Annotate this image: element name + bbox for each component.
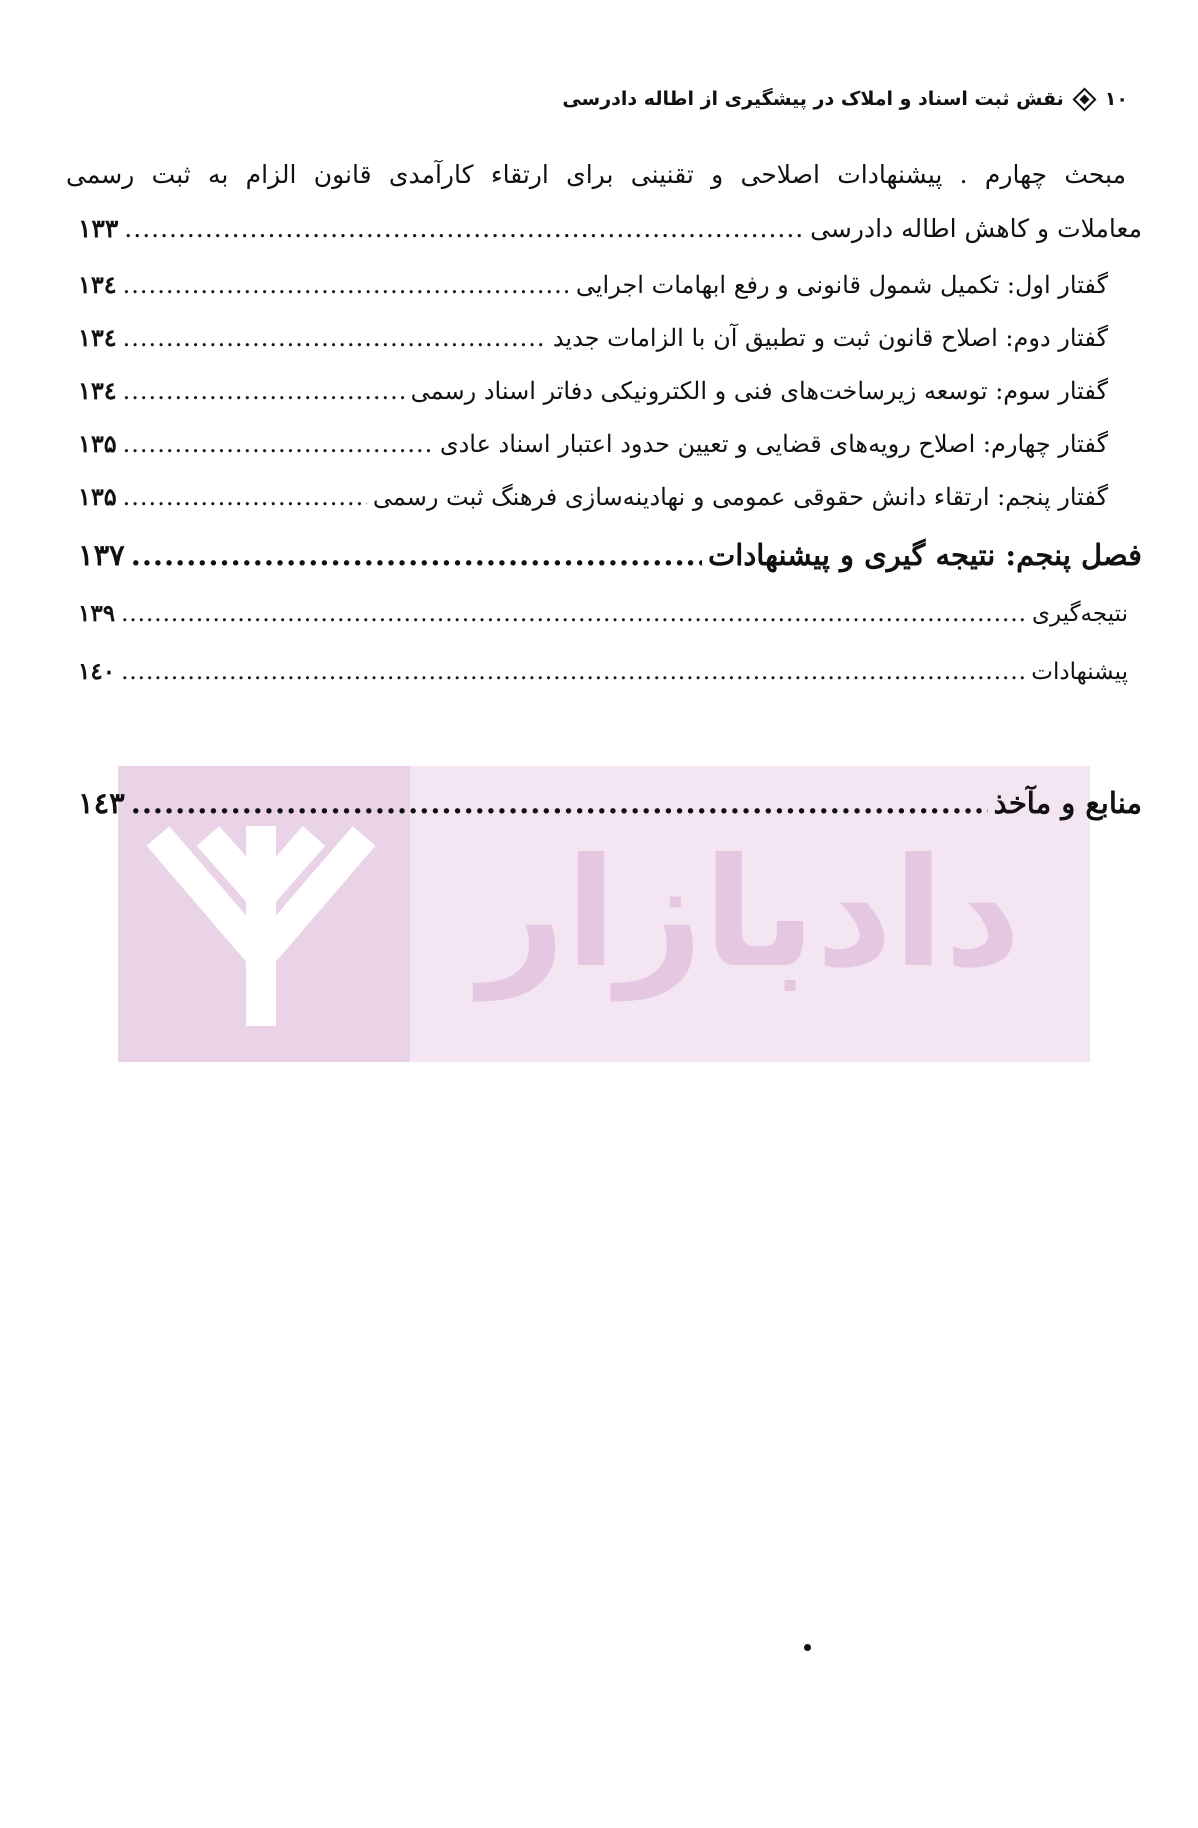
dot-leader bbox=[123, 271, 570, 299]
dot-leader bbox=[124, 214, 804, 243]
dot-leader bbox=[123, 483, 367, 511]
toc-page-number: ۱٤۰ bbox=[78, 658, 116, 685]
toc-section4-line1: مبحث چهارم . پیشنهادات اصلاحی و تقنینی برای ارتقاء کارآمدی قانون الزام به ثبت رسمی bbox=[66, 160, 1126, 189]
toc-page-number: ۱۳٤ bbox=[78, 376, 117, 405]
toc-title: گفتار اول: تکمیل شمول قانونی و رفع ابهامات اجرایی bbox=[575, 271, 1108, 299]
dot-leader bbox=[123, 430, 434, 458]
toc-page-number: ۱٤۳ bbox=[78, 786, 125, 820]
toc-page-number: ۱۳٤ bbox=[78, 270, 117, 299]
toc-page-number: ۱۳۵ bbox=[78, 482, 117, 511]
toc-suggestions[interactable] bbox=[78, 658, 1128, 685]
toc-title: نتیجه‌گیری bbox=[1031, 601, 1128, 627]
header-book-title: نقش ثبت اسناد و املاک در پیشگیری از اطاله دادرسی bbox=[562, 88, 1064, 110]
toc-title: منابع و مآخذ bbox=[993, 786, 1142, 820]
toc-chapter5[interactable] bbox=[78, 538, 1142, 572]
toc-subsection-1[interactable] bbox=[78, 270, 1108, 299]
dot-leader bbox=[131, 786, 988, 820]
toc-title: گفتار سوم: توسعه زیرساخت‌های فنی و الکترونیکی دفاتر اسناد رسمی bbox=[410, 377, 1108, 405]
dot-leader bbox=[123, 377, 405, 405]
toc-page-number: ۱۳٤ bbox=[78, 323, 117, 352]
toc-page-number: ۱۳۷ bbox=[78, 538, 125, 572]
toc-subsection-4[interactable] bbox=[78, 429, 1108, 458]
dot-leader bbox=[121, 659, 1025, 685]
toc-references[interactable] bbox=[78, 786, 1142, 820]
toc-page-number: ۱۳۵ bbox=[78, 429, 117, 458]
toc-title: معاملات و کاهش اطاله دادرسی bbox=[810, 214, 1142, 243]
toc-subsection-2[interactable] bbox=[78, 323, 1108, 352]
dot-leader bbox=[123, 324, 547, 352]
toc-subsection-3[interactable] bbox=[78, 376, 1108, 405]
diamond-icon bbox=[1072, 87, 1096, 111]
toc-title: پیشنهادات bbox=[1031, 659, 1128, 685]
dot-leader bbox=[121, 601, 1026, 627]
toc-title: گفتار دوم: اصلاح قانون ثبت و تطبیق آن با الزامات جدید bbox=[552, 324, 1108, 352]
toc-title: فصل پنجم: نتیجه گیری و پیشنهادات bbox=[707, 538, 1142, 572]
toc-conclusion[interactable] bbox=[78, 600, 1128, 627]
scan-speck bbox=[804, 1644, 811, 1651]
toc-title: گفتار پنجم: ارتقاء دانش حقوقی عمومی و نهادینه‌سازی فرهنگ ثبت رسمی bbox=[372, 483, 1108, 511]
toc-page-number: ۱۳۹ bbox=[78, 600, 116, 627]
toc-title: گفتار چهارم: اصلاح رویه‌های قضایی و تعیین حدود اعتبار اسناد عادی bbox=[439, 430, 1108, 458]
toc-subsection-5[interactable] bbox=[78, 482, 1108, 511]
header-page-number: ۱۰ bbox=[1104, 88, 1128, 110]
watermark-text: دادبازار bbox=[478, 827, 1022, 1001]
dot-leader bbox=[131, 538, 702, 572]
toc-page-number: ۱۳۳ bbox=[78, 214, 119, 243]
toc-section4-line2[interactable] bbox=[78, 214, 1142, 243]
running-header bbox=[562, 88, 1128, 110]
